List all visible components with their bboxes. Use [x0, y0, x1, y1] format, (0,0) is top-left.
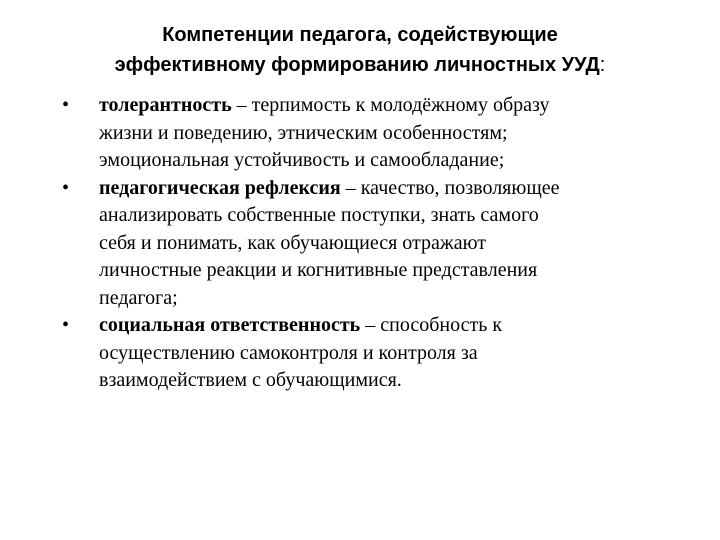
competency-first-line	[99, 312, 672, 340]
competency-line: анализировать собственные поступки, знать самого	[99, 204, 539, 226]
competency-term: педагогическая рефлексия	[99, 176, 341, 199]
competency-list	[62, 92, 672, 395]
title-line-1: Компетенции педагога, содействующие	[162, 24, 558, 46]
competency-definition-start: – качество, позволяющее	[340, 176, 560, 199]
competency-definition-start: – терпимость к молодёжному образу	[231, 94, 550, 116]
title-line-2-text: эффективному формированию личностных УУД	[114, 54, 600, 76]
competency-line: педагога;	[99, 286, 178, 309]
competency-line: себя и понимать, как обучающиеся отражают	[99, 231, 486, 254]
competency-line: жизни и поведению, этническим особенностям;	[99, 121, 508, 144]
competency-line: эмоциональная устойчивость и самообладание;	[99, 149, 505, 171]
competency-item-reflection	[62, 175, 672, 313]
competency-item-responsibility	[62, 312, 672, 395]
title-line-2	[40, 50, 680, 80]
bullet-icon: •	[62, 176, 70, 199]
competency-line: взаимодействием с обучающимися.	[99, 369, 402, 391]
competency-first-line	[99, 175, 672, 203]
competency-line: личностные реакции и когнитивные представления	[99, 259, 538, 281]
bullet-icon: •	[62, 314, 70, 336]
competency-term: толерантность	[99, 94, 232, 116]
competency-first-line	[99, 92, 672, 120]
competency-item-tolerance	[62, 92, 672, 175]
competency-definition-start: – способность к	[360, 314, 503, 336]
competency-line: осуществлению самоконтроля и контроля за	[99, 341, 478, 364]
bullet-icon: •	[62, 94, 70, 116]
title-colon: :	[599, 54, 606, 76]
slide-title	[40, 20, 680, 80]
competency-term: социальная ответственность	[99, 314, 361, 336]
